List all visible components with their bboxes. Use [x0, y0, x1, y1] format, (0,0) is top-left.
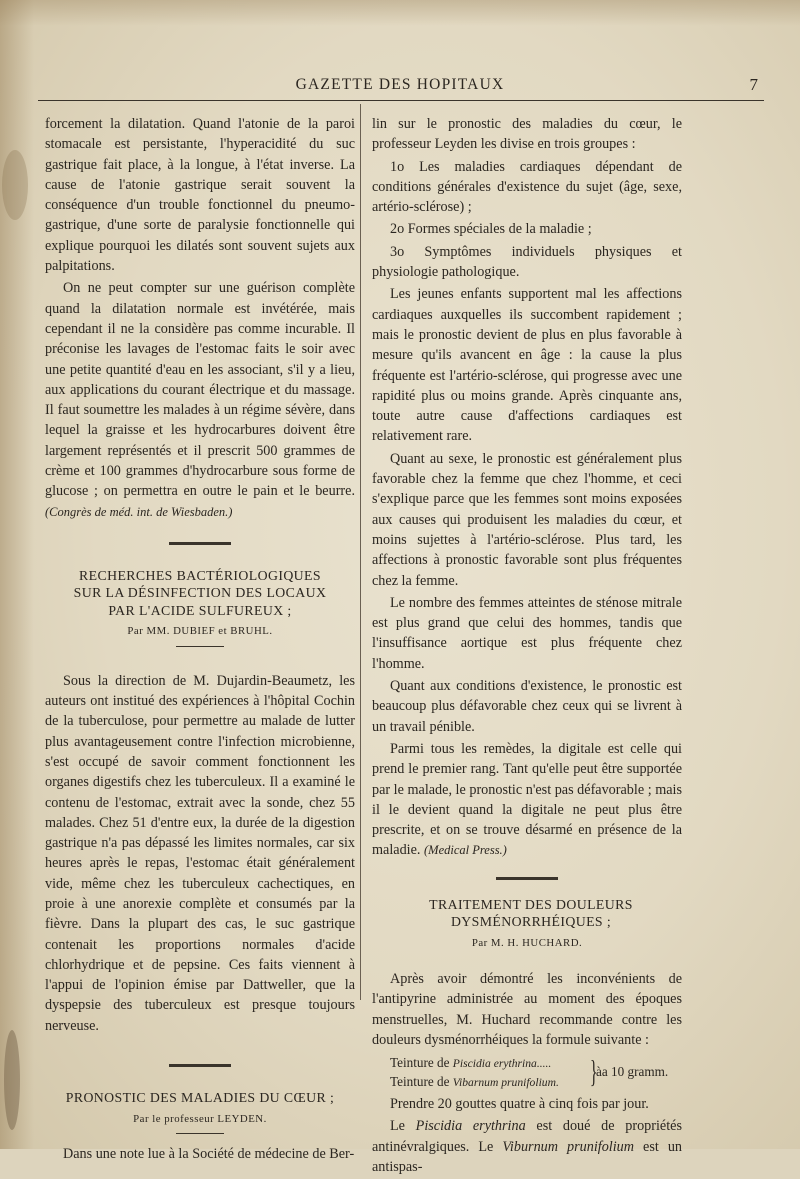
list-item: 1o Les maladies cardiaques dépendant de conditions générales d'existence du sujet (âge, sexe, artério-sclérose) ; — [372, 158, 682, 216]
section-separator — [169, 1064, 231, 1067]
formula-prefix: Teinture de — [390, 1074, 453, 1090]
byline-rule — [176, 646, 224, 647]
article-byline: Par MM. DUBIEF et BRUHL. — [127, 625, 273, 638]
paragraph: Quant au sexe, le pronostic est généralement plus favorable chez la femme que chez l'homme, et ceci s'explique parce que les femmes sont moins exposées aux causes qui produisent les maladies du cœur, et moins sujettes à l'artério-sclérose. Plus tard, les affections à pronostic favorable sont plus fréquentes chez la femme. — [372, 450, 682, 589]
publication-title: GAZETTE DES HOPITAUX — [295, 76, 505, 93]
paragraph-text: Le — [390, 1118, 416, 1135]
title-line: SUR LA DÉSINFECTION DES LOCAUX — [73, 585, 327, 601]
paragraph: Les jeunes enfants supportent mal les affections cardiaques auxquelles ils succombent rapidement ; mais le pronostic devient de plus en plus favorable à mesure qu'ils avancent en âge : la cause la plus fréquente est l'artério-sclérose, qui progresse avec une rapidité plus ou moins grande. Après cinquante ans, toute autre cause d'affections cardiaques est relativement rare. — [372, 286, 682, 445]
paragraph: Sous la direction de M. Dujardin-Beaumetz, les auteurs ont institué des expériences à l'hôpital Cochin de la tuberculose, pour permettre au malade de lutter plus avantageusement contre l'infection microbienne, s'est occupé de savoir comment fonctionnent les organes digestifs chez les tuberculeux. Il a examiné le contenu de l'estomac, extrait avec la sonde, chez 55 malades. Chez 51 d'entre eux, la durée de la digestion gastrique n'a pas dépassé les limites normales, car six heures après le repas, l'estomac était généralement vide, même chez les tuberculeux cachectiques, en proie à une anorexie complète et consumés par la fièvre. Dans la plupart des cas, le suc gastrique contenait les proportions normales d'acide chlorhydrique et de pepsine. Ces faits viennent à l'appui de l'opinion émise par Dattweller, que la dyspepsie des tuberculeux est presque toujours nerveuse. — [45, 672, 355, 1034]
paragraph — [372, 739, 682, 861]
formula-prefix: Teinture de — [390, 1055, 453, 1071]
citation: (Medical Press.) — [424, 843, 507, 858]
paragraph — [45, 278, 355, 522]
paragraph-text: est doué de propriétés antinévralgiques. Le — [372, 1118, 682, 1155]
paragraph: Le nombre des femmes atteintes de sténose mitrale est plus grand que celui des hommes, tandis que l'insuffisance aortique est plus fréquente chez l'homme. — [372, 594, 682, 672]
section-separator — [169, 542, 231, 545]
drug-name: Vibarnum prunifolium. — [452, 1076, 559, 1090]
header-rule — [38, 100, 764, 101]
left-column — [45, 114, 355, 1166]
paragraph-text: On ne peut compter sur une guérison complète quand la dilatation normale est invétérée, mais cependant il ne la considère pas comme incurable. Il préconise les lavages de l'estomac faits le soir avec une petite quantité d'eau en les associant, s'il y a lieu, aux applications du courant électrique et du massage. Il faut soumettre les malades à un régime sévère, dans lequel la graisse et les hydrocarbures doivent être largement représentés et il prescrit 500 grammes de crème et 100 grammes d'hydrocarbure sous forme de glucose ; on permettra en outre le pain et le beurre. — [45, 280, 355, 500]
paper-stain — [4, 1030, 20, 1130]
article-byline: Par M. H. HUCHARD. — [471, 936, 583, 949]
article-byline: Par le professeur LEYDEN. — [133, 1112, 267, 1125]
paragraph: forcement la dilatation. Quand l'atonie de la paroi stomacale est persistante, l'hyperacidité du suc gastrique fait place, à la longue, à l'état inverse. La cause de l'atonie gastrique serait souvent la conséquence d'un trouble fonctionnel du pneumo-gastrique, d'une sorte de paralysie fonctionnelle qui explique pourquoi les dilatés sont souvent sujets aux palpitations. — [45, 116, 355, 275]
paragraph: Après avoir démontré les inconvénients de l'antipyrine administrée au moment des époques menstruelles, M. Huchard recommande contre les douleurs dysménorrhéiques la formule suivante : — [372, 970, 682, 1048]
list-item: 3o Symptômes individuels physiques et physiologie pathologique. — [372, 243, 682, 281]
paragraph: Dans une note lue à la Société de médecine de Ber- — [63, 1145, 355, 1162]
paragraph-text: Parmi tous les remèdes, la digitale est celle qui prend le premier rang. Tant qu'elle peut être supportée par le malade, le pronostic n'est pas défavorable ; mais il le devient quand la digitale ne peut plus être prescrite, et on se trouve désarmé en présence de la maladie. — [372, 740, 682, 859]
column-divider — [360, 104, 361, 1000]
brace-symbol: } — [589, 1053, 598, 1090]
paper-aged-top-edge — [0, 0, 800, 26]
drug-name: Piscidia erythrina — [415, 1118, 526, 1135]
title-line: PAR L'ACIDE SULFUREUX ; — [108, 602, 292, 618]
paragraph: Quant aux conditions d'existence, le pronostic est beaucoup plus défavorable chez ceux qui se livrent à un travail pénible. — [372, 678, 682, 735]
prescription-formula — [390, 1054, 682, 1092]
article-title: TRAITEMENT DES DOULEURS DYSMÉNORRHÉIQUES ; — [429, 896, 633, 930]
article-title — [45, 567, 355, 620]
right-column — [372, 114, 682, 1179]
paragraph: Prendre 20 gouttes quatre à cinq fois par jour. — [390, 1096, 649, 1113]
formula-dose: àa 10 gramm. — [596, 1064, 669, 1080]
page-number: 7 — [749, 75, 758, 94]
paper-stain — [2, 150, 28, 220]
citation: (Congrès de méd. int. de Wiesbaden.) — [45, 504, 233, 519]
section-separator — [496, 877, 558, 880]
paragraph: lin sur le pronostic des maladies du cœur, le professeur Leyden les divise en trois groupes : — [372, 116, 682, 153]
drug-name: Piscidia erythrina..... — [452, 1057, 552, 1071]
list-item: 2o Formes spéciales de la maladie ; — [390, 221, 592, 238]
byline-rule — [176, 1133, 224, 1134]
page-header — [36, 76, 764, 98]
title-line: RECHERCHES BACTÉRIOLOGIQUES — [79, 567, 321, 583]
paragraph-text: est un antispas- — [372, 1138, 683, 1176]
article-title: PRONOSTIC DES MALADIES DU CŒUR ; — [65, 1090, 335, 1106]
drug-name: Viburnum prunifolium — [502, 1138, 635, 1155]
paragraph — [372, 1116, 682, 1177]
